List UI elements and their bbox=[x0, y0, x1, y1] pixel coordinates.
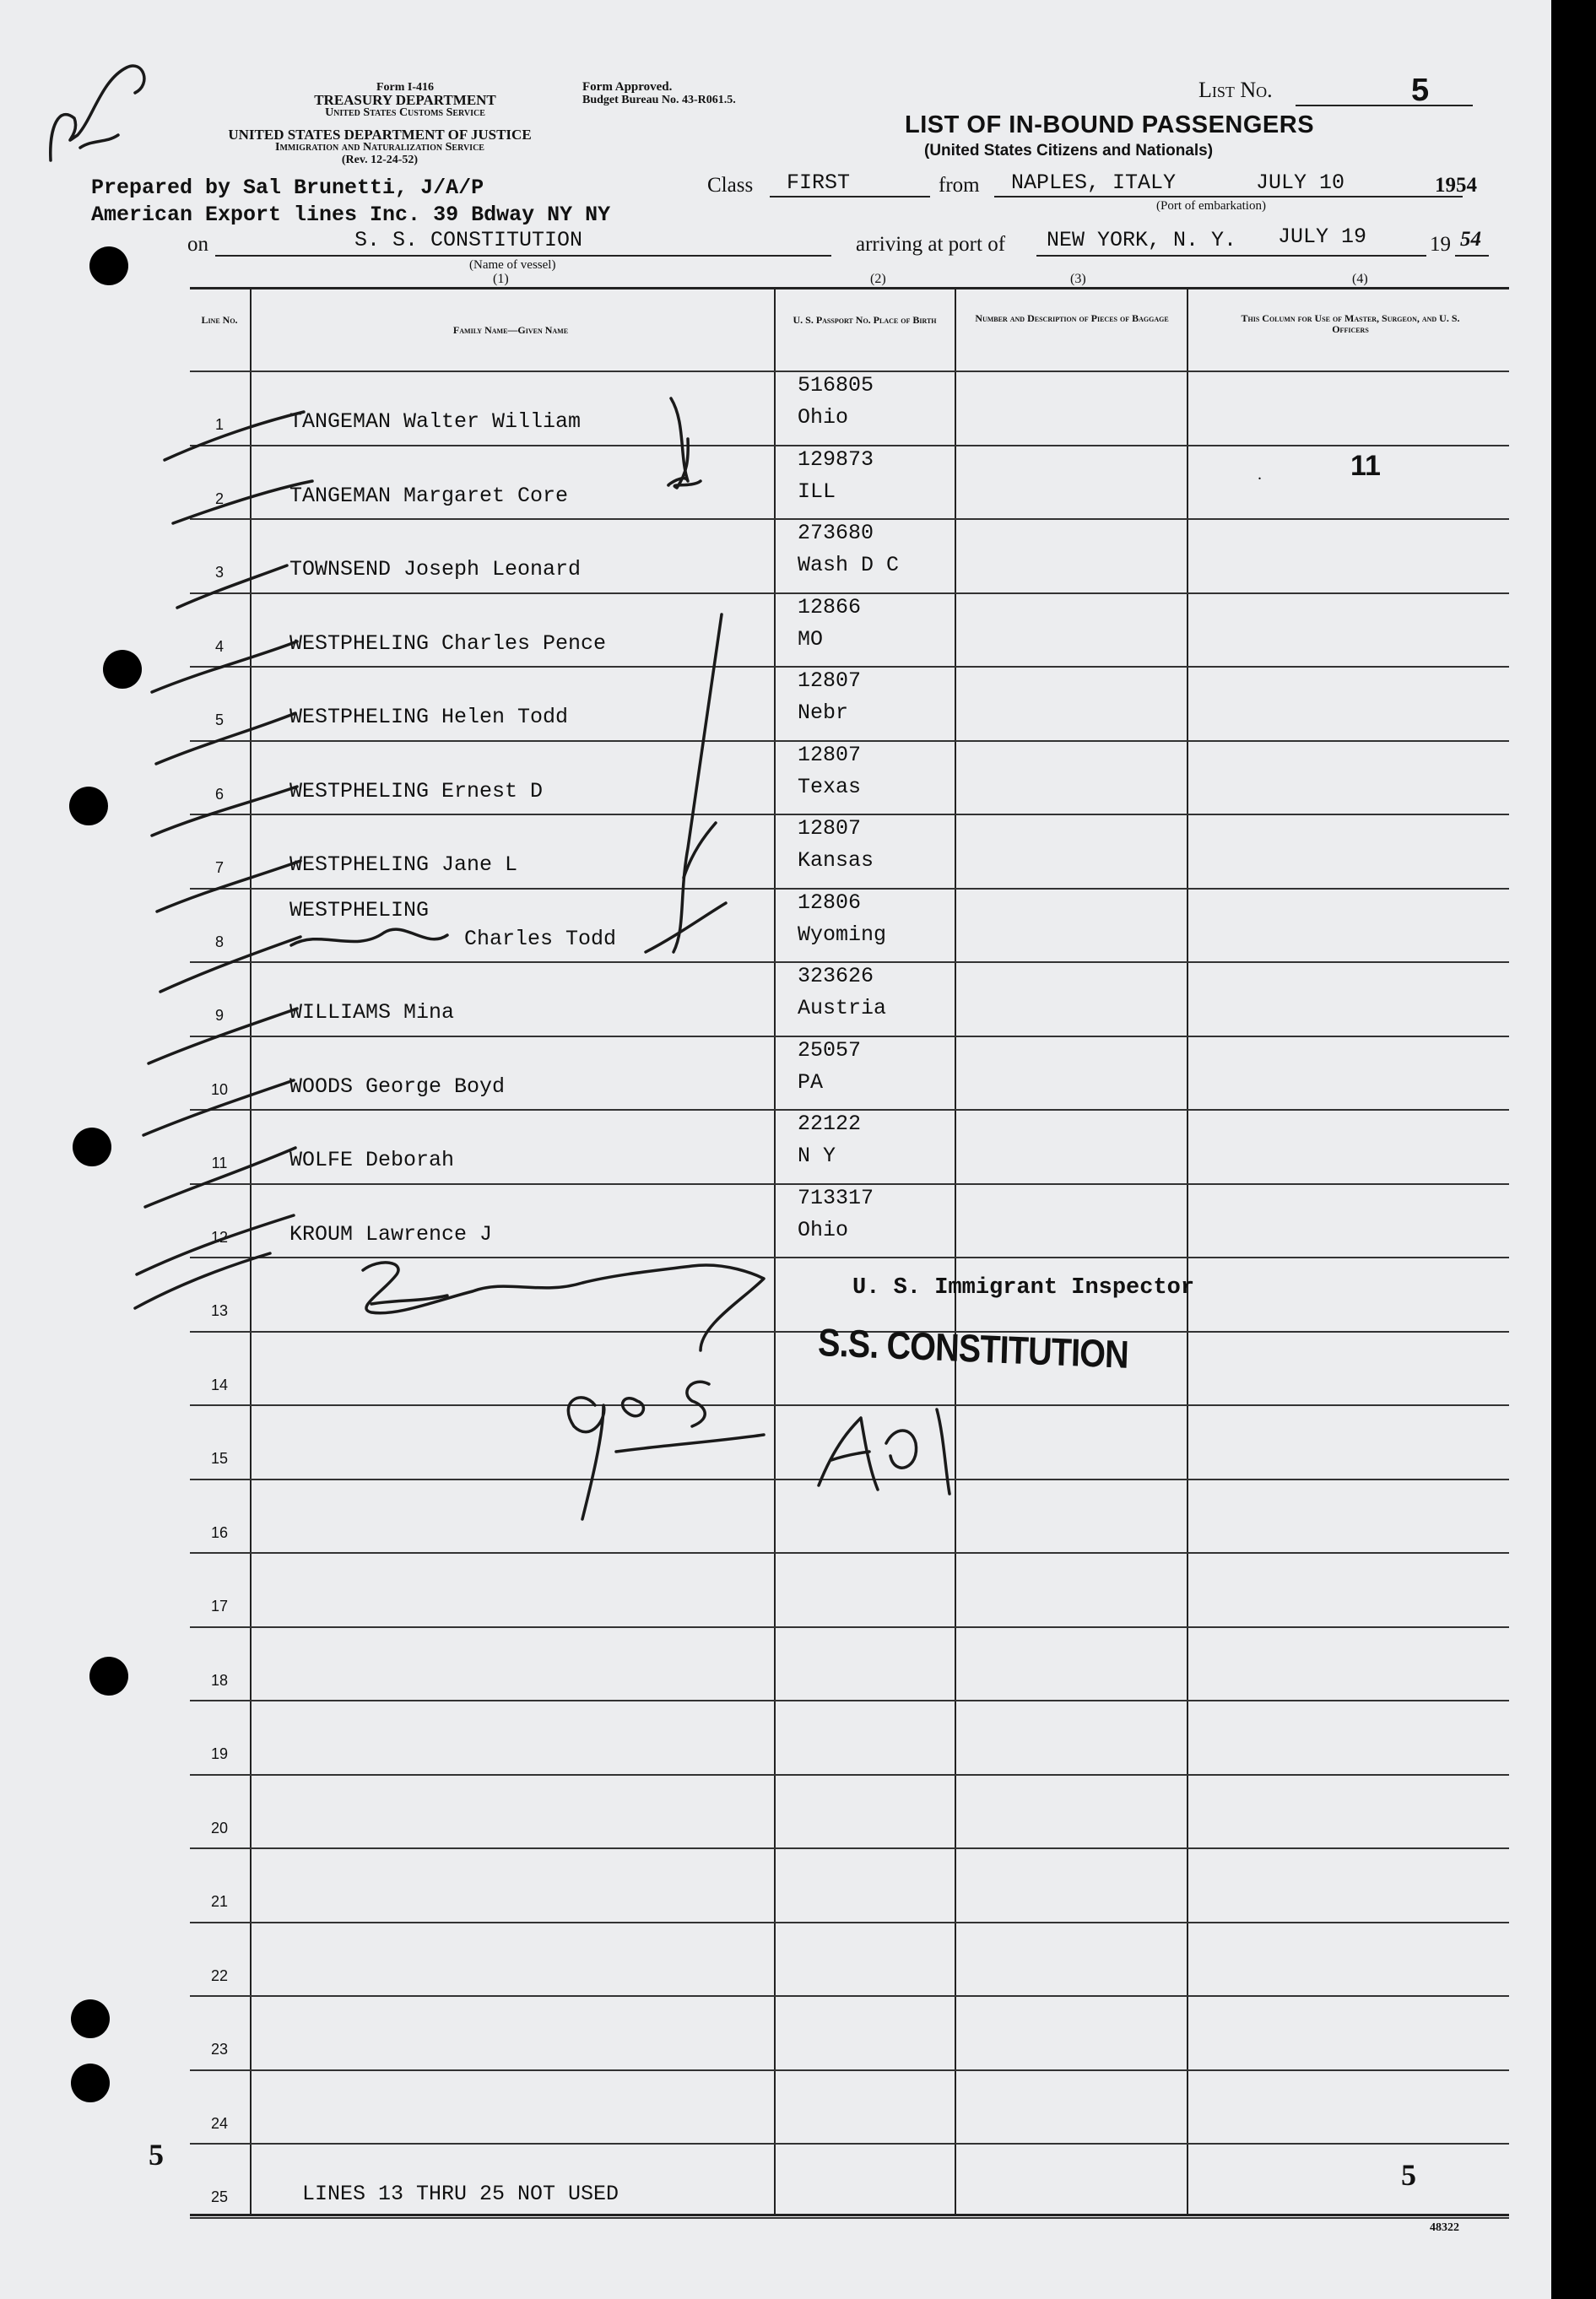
immigration-service: Immigration and Naturalization Service bbox=[275, 141, 484, 154]
line-number: 11 bbox=[211, 1155, 228, 1171]
vessel-caption: (Name of vessel) bbox=[469, 258, 556, 272]
passenger-name: WESTPHELING Ernest D bbox=[289, 778, 544, 803]
line-number: 13 bbox=[210, 1302, 229, 1319]
passenger-name: Charles Todd bbox=[464, 926, 617, 951]
passenger-name: TANGEMAN Margaret Core bbox=[289, 483, 569, 508]
name-header: Family Name—Given Name bbox=[452, 324, 569, 336]
line-number: 7 bbox=[214, 859, 224, 876]
officer-note: 11 bbox=[1350, 450, 1381, 482]
table-row bbox=[190, 592, 1509, 667]
passport-number: 12807 bbox=[798, 668, 862, 693]
table-row bbox=[190, 740, 1509, 814]
prepared-company: American Export lines Inc. 39 Bdway NY NY bbox=[91, 203, 611, 227]
from-label: from bbox=[939, 174, 980, 197]
port-embarkation-caption: (Port of embarkation) bbox=[1156, 199, 1266, 213]
list-no-value: 5 bbox=[1411, 73, 1430, 108]
place-of-birth: Wash D C bbox=[798, 553, 900, 577]
line-number: 17 bbox=[210, 1598, 229, 1615]
passenger-name: WOLFE Deborah bbox=[289, 1148, 455, 1172]
officers-header: This Column for Use of Master, Surgeon, and U. S. Officers bbox=[1241, 312, 1460, 335]
passenger-name: WESTPHELING Jane L bbox=[289, 852, 518, 877]
page-number-right: 5 bbox=[1401, 2158, 1416, 2192]
form-number: Form I-416 bbox=[376, 81, 435, 94]
place-of-birth: Texas bbox=[798, 774, 862, 799]
line-number: 8 bbox=[214, 933, 224, 950]
passport-number: 129873 bbox=[798, 446, 874, 472]
page-number-left: 5 bbox=[149, 2138, 164, 2172]
line-number: 10 bbox=[210, 1080, 229, 1098]
lines-not-used: LINES 13 THRU 25 NOT USED bbox=[302, 2182, 619, 2206]
table-row bbox=[190, 1183, 1509, 1258]
binder-hole bbox=[71, 1999, 110, 2038]
table-row bbox=[190, 961, 1509, 1036]
customs-service: United States Customs Service bbox=[325, 106, 485, 119]
place-of-birth: ILL bbox=[798, 479, 836, 504]
departure-date: JULY 10 bbox=[1256, 170, 1345, 195]
binder-hole bbox=[103, 650, 142, 689]
list-title: LIST OF IN-BOUND PASSENGERS bbox=[905, 111, 1315, 138]
passport-number: 12807 bbox=[798, 742, 862, 767]
place-of-birth: Austria bbox=[798, 996, 887, 1020]
line-number: 12 bbox=[210, 1228, 229, 1246]
line-number: 4 bbox=[214, 637, 224, 655]
table-row bbox=[190, 445, 1509, 519]
line-number: 16 bbox=[210, 1523, 229, 1541]
passenger-name: WESTPHELING Helen Todd bbox=[289, 705, 569, 729]
line-number: 6 bbox=[214, 785, 224, 803]
passport-number: 12806 bbox=[798, 890, 862, 915]
place-of-birth: Ohio bbox=[798, 405, 849, 430]
passenger-name: WESTPHELING Charles Pence bbox=[289, 630, 607, 656]
form-identification bbox=[279, 81, 532, 119]
binder-hole bbox=[69, 787, 108, 825]
list-subtitle: (United States Citizens and Nationals) bbox=[924, 142, 1214, 160]
line-number: 2 bbox=[214, 490, 224, 507]
class-label: Class bbox=[707, 174, 754, 197]
vessel-name: S. S. CONSTITUTION bbox=[354, 228, 583, 252]
binder-hole bbox=[71, 2064, 110, 2102]
passenger-name-top: WESTPHELING bbox=[289, 897, 430, 922]
arrival-year: 54 bbox=[1460, 228, 1481, 251]
line-number: 18 bbox=[210, 1671, 229, 1689]
place-of-birth: MO bbox=[798, 626, 824, 652]
immigrant-inspector: U. S. Immigrant Inspector bbox=[852, 1275, 1195, 1301]
initials-scribble bbox=[51, 66, 144, 160]
passenger-name: KROUM Lawrence J bbox=[289, 1221, 493, 1247]
line-number: 5 bbox=[214, 711, 224, 728]
justice-block bbox=[181, 128, 578, 166]
line-number: 1 bbox=[214, 416, 224, 433]
col1-number: (1) bbox=[493, 272, 509, 286]
form-revision: (Rev. 12-24-52) bbox=[341, 154, 419, 166]
line-number: 22 bbox=[210, 1966, 229, 1984]
passport-number: 323626 bbox=[798, 964, 874, 988]
line-number: 19 bbox=[210, 1745, 229, 1762]
place-of-birth: Ohio bbox=[798, 1217, 849, 1242]
place-of-birth: PA bbox=[798, 1069, 824, 1095]
table-row bbox=[190, 1109, 1509, 1183]
place-of-birth: Kansas bbox=[798, 848, 874, 873]
budget-bureau: Budget Bureau No. 43-R061.5. bbox=[582, 94, 736, 106]
line-number: 15 bbox=[210, 1450, 229, 1467]
binder-hole bbox=[73, 1128, 111, 1166]
passport-number: 25057 bbox=[798, 1037, 862, 1063]
passport-number: 273680 bbox=[798, 521, 874, 545]
col4-number: (4) bbox=[1352, 272, 1368, 286]
binder-hole bbox=[89, 246, 128, 285]
arrival-year-prefix: 19 bbox=[1430, 233, 1451, 256]
table-row bbox=[190, 888, 1509, 962]
arriving-label: arriving at port of bbox=[856, 233, 1006, 256]
vessel-stamp: S.S. CONSTITUTION bbox=[817, 1319, 1129, 1377]
prepared-by: Prepared by Sal Brunetti, J/A/P bbox=[91, 176, 484, 200]
line-number: 3 bbox=[214, 564, 224, 581]
col2-number: (2) bbox=[870, 272, 886, 286]
passenger-name: TOWNSEND Joseph Leonard bbox=[289, 557, 582, 582]
passport-number: 713317 bbox=[798, 1185, 874, 1210]
table-row bbox=[190, 371, 1509, 445]
place-of-birth: N Y bbox=[798, 1144, 836, 1168]
passenger-name: TANGEMAN Walter William bbox=[289, 409, 582, 434]
place-of-birth: Wyoming bbox=[798, 922, 887, 947]
on-label: on bbox=[187, 233, 208, 256]
departure-year: 1954 bbox=[1435, 174, 1477, 197]
passport-number: 22122 bbox=[798, 1112, 862, 1136]
line-number: 21 bbox=[210, 1893, 229, 1910]
list-no-label: List No. bbox=[1198, 78, 1273, 102]
arrival-port: NEW YORK, N. Y. bbox=[1047, 228, 1237, 252]
treasury-department: TREASURY DEPARTMENT bbox=[314, 92, 496, 108]
table-row bbox=[190, 1036, 1509, 1110]
table-row bbox=[190, 518, 1509, 592]
embarkation-port: NAPLES, ITALY bbox=[1011, 170, 1177, 195]
passport-header: U. S. Passport No. Place of Birth bbox=[793, 314, 937, 326]
col3-number: (3) bbox=[1070, 272, 1086, 286]
passport-number: 12807 bbox=[798, 816, 862, 841]
justice-department: UNITED STATES DEPARTMENT OF JUSTICE bbox=[228, 127, 532, 143]
binder-hole bbox=[89, 1657, 128, 1696]
line-number: 14 bbox=[210, 1376, 229, 1393]
arrival-date: JULY 19 bbox=[1278, 224, 1367, 249]
passenger-name: WOODS George Boyd bbox=[289, 1074, 506, 1099]
place-of-birth: Nebr bbox=[798, 701, 849, 725]
footer-code: 48322 bbox=[1430, 2221, 1459, 2234]
approval-block bbox=[582, 81, 836, 106]
passenger-table bbox=[190, 287, 1509, 2216]
passport-number: 516805 bbox=[798, 373, 874, 398]
line-no-header: Line No. bbox=[201, 314, 238, 326]
passenger-name: WILLIAMS Mina bbox=[289, 1000, 455, 1025]
table-row bbox=[190, 814, 1509, 888]
form-approved: Form Approved. bbox=[582, 80, 673, 94]
line-number: 24 bbox=[210, 2114, 229, 2132]
line-number: 20 bbox=[210, 1819, 229, 1836]
baggage-header: Number and Description of Pieces of Baggage bbox=[975, 312, 1169, 324]
line-number: 9 bbox=[214, 1007, 224, 1024]
line-number: 23 bbox=[210, 2041, 229, 2058]
line-number: 25 bbox=[210, 2188, 229, 2205]
passport-number: 12866 bbox=[798, 594, 862, 619]
table-row bbox=[190, 666, 1509, 740]
class-value: FIRST bbox=[787, 170, 851, 195]
officer-mark: . bbox=[1258, 465, 1262, 484]
